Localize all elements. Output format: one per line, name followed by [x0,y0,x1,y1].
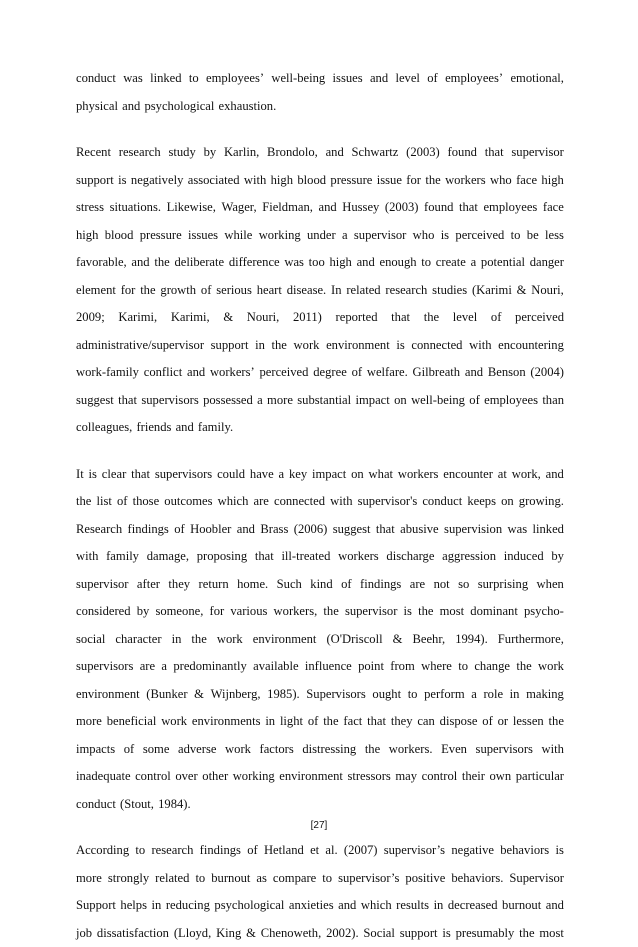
text-line: with family damage, proposing that ill-treated workers discharge aggression induced by [76,543,564,571]
text-line: work-family conflict and workers’ perceived degree of welfare. Gilbreath and Benson (2004) [76,359,564,387]
text-line: conduct (Stout, 1984). [76,791,564,819]
text-line: element for the growth of serious heart disease. In related research studies (Karimi & Nouri, [76,277,564,305]
text-line: Recent research study by Karlin, Brondolo, and Schwartz (2003) found that supervisor [76,139,564,167]
paragraph-3 [76,461,564,819]
text-line: supervisor after they return home. Such kind of findings are not so surprising when [76,571,564,599]
text-line: conduct was linked to employees’ well-being issues and level of employees’ emotional, [76,65,564,93]
text-line: environment (Bunker & Wijnberg, 1985). Supervisors ought to perform a role in making [76,681,564,709]
text-line: It is clear that supervisors could have a key impact on what workers encounter at work, and [76,461,564,489]
text-line: Research findings of Hoobler and Brass (2006) suggest that abusive supervision was linked [76,516,564,544]
text-line: impacts of some adverse work factors distressing the workers. Even supervisors with [76,736,564,764]
text-line: inadequate control over other working environment stressors may control their own particular [76,763,564,791]
text-line: suggest that supervisors possessed a more substantial impact on well-being of employees than [76,387,564,415]
text-line: colleagues, friends and family. [76,414,564,442]
paragraph-1 [76,65,564,120]
body-text [76,65,564,947]
text-line: high blood pressure issues while working under a supervisor who is perceived to be less [76,222,564,250]
text-line: more beneficial work environments in light of the fact that they can dispose of or lessen the [76,708,564,736]
text-line: supervisors are a predominantly available influence point from where to change the work [76,653,564,681]
text-line: support is negatively associated with high blood pressure issue for the workers who face high [76,167,564,195]
text-line: administrative/supervisor support in the work environment is connected with encountering [76,332,564,360]
page-number: [27] [0,820,638,831]
text-line: Support helps in reducing psychological anxieties and which results in decreased burnout and [76,892,564,920]
text-line: considered by someone, for various workers, the supervisor is the most dominant psycho- [76,598,564,626]
paragraph-2 [76,139,564,442]
text-line: social character in the work environment (O'Driscoll & Beehr, 1994). Furthermore, [76,626,564,654]
text-line: the list of those outcomes which are connected with supervisor's conduct keeps on growing. [76,488,564,516]
text-line: 2009; Karimi, Karimi, & Nouri, 2011) reported that the level of perceived [76,304,564,332]
text-line: physical and psychological exhaustion. [76,93,564,121]
text-line: more strongly related to burnout as compare to supervisor’s positive behaviors. Supervisor [76,865,564,893]
paragraph-4 [76,837,564,947]
text-line: stress situations. Likewise, Wager, Fieldman, and Hussey (2003) found that employees face [76,194,564,222]
text-line: favorable, and the deliberate difference was too high and enough to create a potential danger [76,249,564,277]
text-line: job dissatisfaction (Lloyd, King & Chenoweth, 2002). Social support is presumably the most [76,920,564,947]
text-line: According to research findings of Hetland et al. (2007) supervisor’s negative behaviors is [76,837,564,865]
